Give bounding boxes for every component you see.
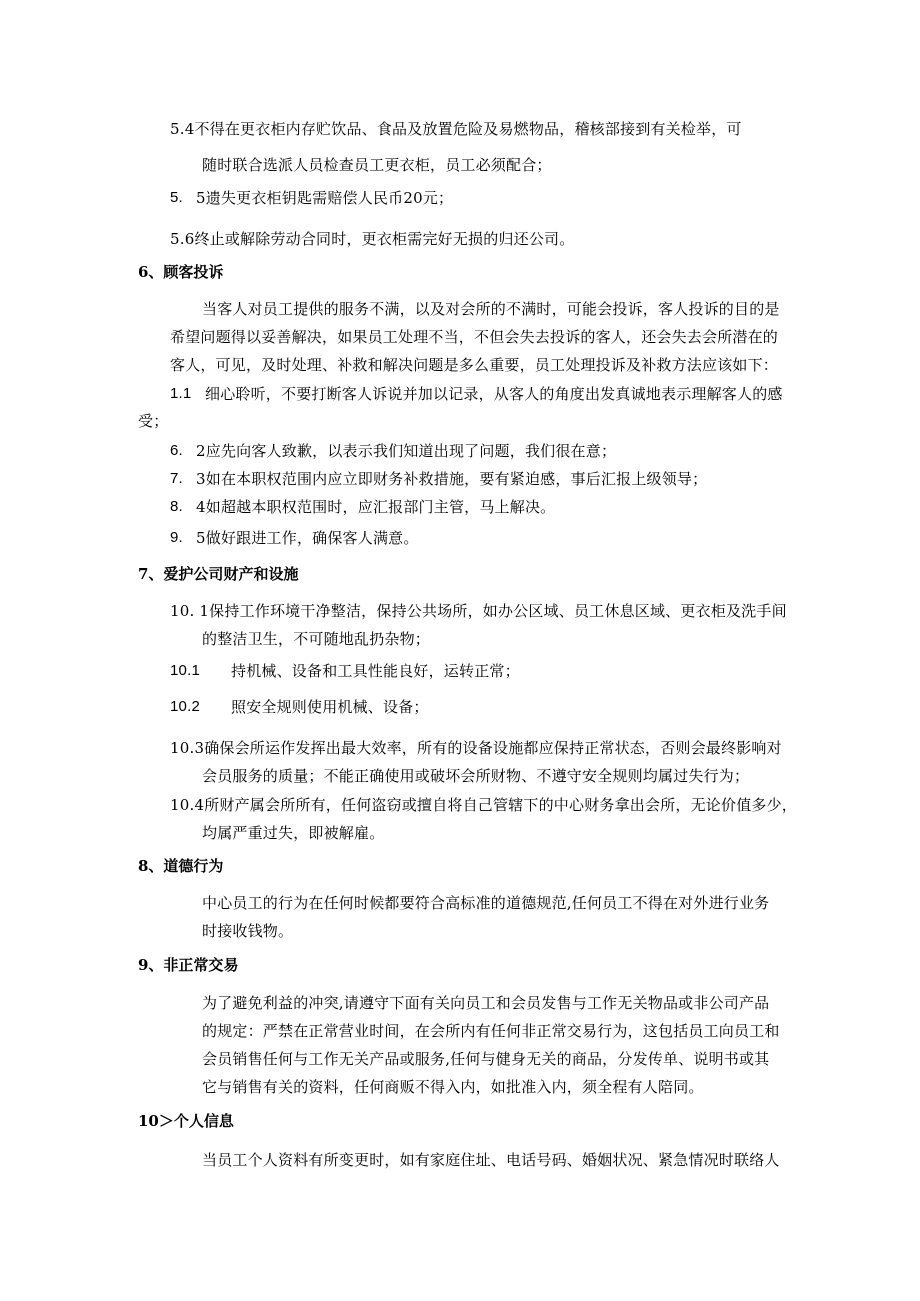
item-5-4-line2: 随时联合选派人员检查员工更衣柜，员工必须配合； <box>202 156 552 174</box>
item-8-text: 4如超越本职权范围时，应汇报部门主管，马上解决。 <box>196 498 556 516</box>
section-9-para-line2: 的规定：严禁在正常营业时间，在会所内有任何非正常交易行为，这包括员工向员工和 <box>202 1022 780 1040</box>
item-10-1b-text: 持机械、设备和工具性能良好，运转正常； <box>231 662 520 680</box>
section-6-para-line3: 客人，可见，及时处理、补救和解决问题是多么重要，员工处理投诉及补救方法应该如下： <box>170 356 779 374</box>
section-8-para-line1: 中心员工的行为在任何时候都要符合高标准的道德规范,任何员工不得在对外进行业务 <box>202 894 770 912</box>
section-8-heading: 8、道德行为 <box>138 857 224 875</box>
item-1-1-continuation: 受； <box>138 412 169 430</box>
item-6-text: 2应先向客人致歉，以表示我们知道出现了问题，我们很在意； <box>196 442 617 460</box>
section-10-heading: 10＞个人信息 <box>138 1112 234 1130</box>
section-9-para-line4: 它与销售有关的资料，任何商贩不得入内，如批准入内，须全程有人陪同。 <box>202 1078 704 1096</box>
item-1-1-text: 细心聆听，不要打断客人诉说并加以记录，从客人的角度出发真诚地表示理解客人的感 <box>205 385 783 403</box>
item-1-1-number: 1.1 <box>170 385 192 402</box>
item-9-text: 5做好跟进工作，确保客人满意。 <box>196 529 419 547</box>
section-9-para-line1: 为了避免利益的冲突,请遵守下面有关向员工和会员发售与工作无关物品或非公司产品 <box>202 994 770 1012</box>
item-10-3-line1: 10.3确保会所运作发挥出最大效率，所有的设备设施都应保持正常状态，否则会最终影响对 <box>170 739 782 757</box>
item-5-4-line1: 5.4不得在更衣柜内存贮饮品、食品及放置危险及易燃物品，稽核部接到有关检举，可 <box>170 120 742 138</box>
item-10-3-line2: 会员服务的质量；不能正确使用或破坏会所财物、不遵守安全规则均属过失行为； <box>202 767 750 785</box>
section-9-para-line3: 会员销售任何与工作无关产品或服务,任何与健身无关的商品，分发传单、说明书或其 <box>202 1050 770 1068</box>
item-10-4-line2: 均属严重过失，即被解雇。 <box>202 824 385 842</box>
item-6-number: 6. <box>170 442 183 459</box>
item-10-1b-number: 10.1 <box>170 662 200 679</box>
item-10-1a-line2: 的整洁卫生，不可随地乱扔杂物； <box>202 630 431 648</box>
item-5-5-number: 5. <box>170 189 183 206</box>
item-7-number: 7. <box>170 470 183 487</box>
section-6-heading: 6、顾客投诉 <box>138 263 224 281</box>
section-10-para-line1: 当员工个人资料有所变更时，如有家庭住址、电话号码、婚姻状况、紧急情况时联络人 <box>202 1151 780 1169</box>
item-8-number: 8. <box>170 498 183 515</box>
item-10-2-number: 10.2 <box>170 698 200 715</box>
item-5-6: 5.6终止或解除劳动合同时，更衣柜需完好无损的归还公司。 <box>170 230 575 248</box>
section-9-heading: 9、非正常交易 <box>138 956 239 974</box>
item-5-5-text: 5遗失更衣柜钥匙需赔偿人民币20元； <box>196 189 454 207</box>
item-10-2-text: 照安全规则使用机械、设备； <box>231 698 429 716</box>
section-6-para-line1: 当客人对员工提供的服务不满，以及对会所的不满时，可能会投诉，客人投诉的目的是 <box>202 300 780 318</box>
item-7-text: 3如在本职权范围内应立即财务补救措施，要有紧迫感，事后汇报上级领导； <box>196 470 708 488</box>
item-10-1a-line1: 10. 1保持工作环境干净整洁，保持公共场所，如办公区域、员工休息区域、更衣柜及洗手间 <box>170 602 787 620</box>
item-9-number: 9. <box>170 529 183 546</box>
item-10-4-line1: 10.4所财产属会所所有，任何盗窃或擅自将自己管辖下的中心财务拿出会所，无论价值多少， <box>170 796 798 814</box>
section-7-heading: 7、爱护公司财产和设施 <box>138 565 299 583</box>
section-8-para-line2: 时接收钱物。 <box>202 922 294 940</box>
section-6-para-line2: 希望问题得以妥善解决，如果员工处理不当，不但会失去投诉的客人，还会失去会所潜在的 <box>170 328 779 346</box>
